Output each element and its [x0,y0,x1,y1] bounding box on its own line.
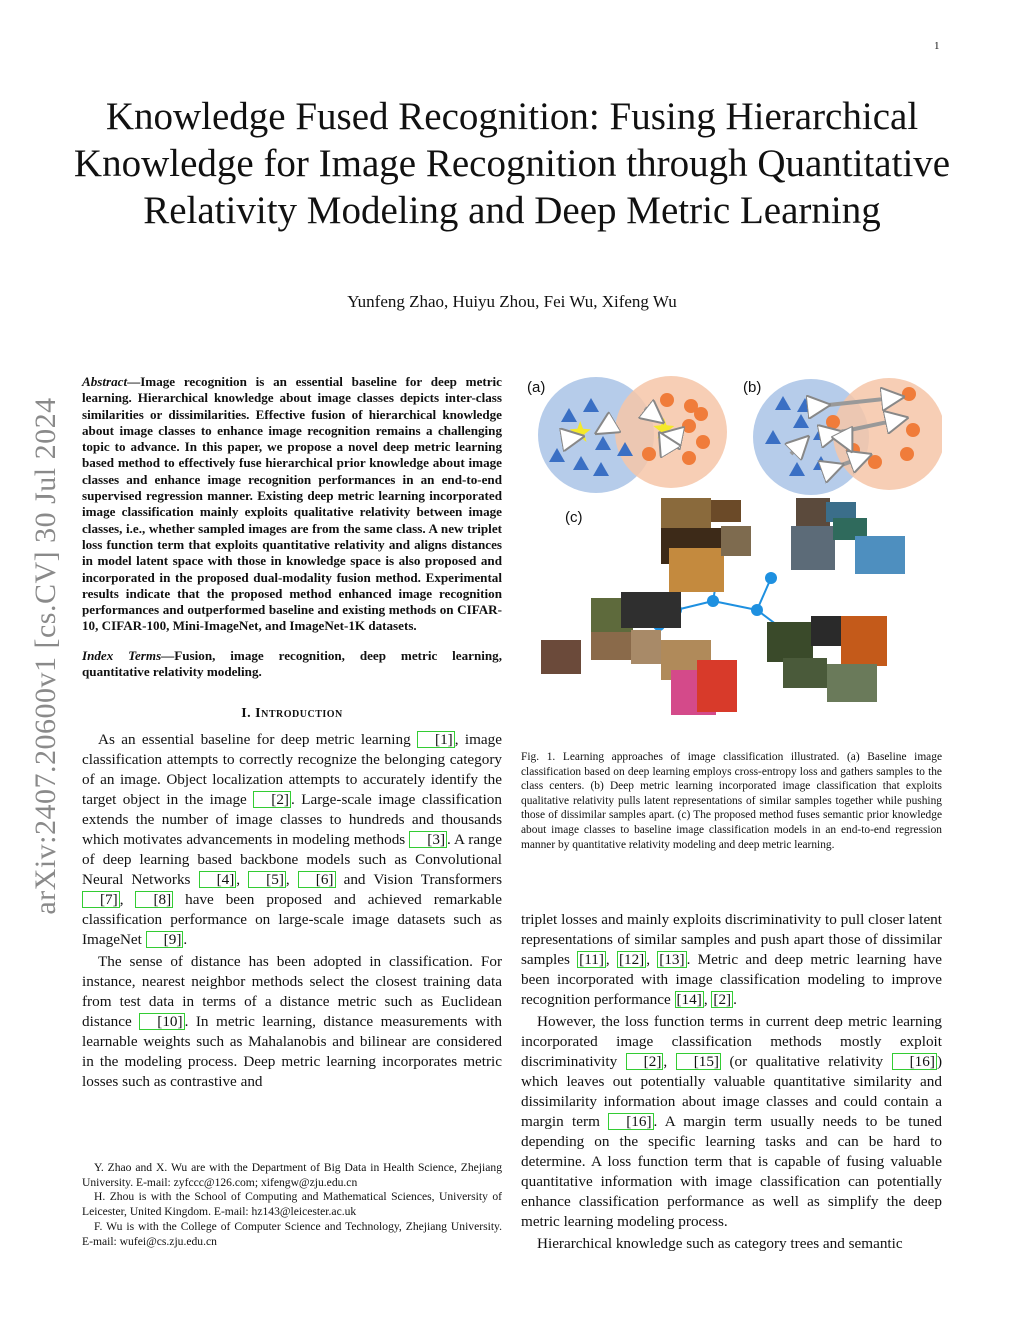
citation-link[interactable]: [14] [676,991,702,1008]
citation-link[interactable]: [8] [135,891,173,908]
panel-b-label: (b) [743,379,762,396]
paper-title: Knowledge Fused Recognition: Fusing Hierarchical Knowledge for Image Recognition through Quantitative Relativity Modeling and Deep Metric Learning [73,95,951,232]
figure-caption-block [521,750,942,852]
citation-link[interactable]: [3] [409,831,447,848]
panel-c-diagram [541,498,905,715]
citation-link[interactable]: [5] [248,871,286,888]
footnote: F. Wu is with the College of Computer Science and Technology, Zhejiang University. E-mail: wufei@cs.zju.edu.cn [82,1219,502,1248]
intro-paragraph-5: Hierarchical knowledge such as category trees and semantic [537,1235,903,1252]
index-terms [82,648,502,681]
section-heading: I. Introduction [241,706,343,722]
panel-a-label: (a) [527,379,546,396]
figure-1 [521,370,942,740]
index-terms-text: —Fusion, image recognition, deep metric learning, quantitative relativity modeling. [82,647,502,680]
citation-link[interactable]: [13] [659,951,685,968]
citation-link[interactable]: [16] [608,1113,653,1130]
arxiv-sidebar [28,366,64,946]
figure-caption: Fig. 1. Learning approaches of image classification illustrated. (a) Baseline image classification based on deep learning employs cross-entropy loss and gathers samples to the class centers. (b) Deep metric learning incorporated image classification that exploits qualitative relativity pulls latent representations of similar samples together while pushing those of dissimilar samples apart. (c) The proposed method fuses semantic prior knowledge about image classes to baseline image classification models in an end-to-end regression manner by quantitative relativity modeling and deep metric learning. [521,751,942,851]
citation-link[interactable]: [11] [579,951,604,968]
citation-link[interactable]: [16] [892,1053,937,1070]
arxiv-identifier[interactable]: arXiv:2407.20600v1 [cs.CV] 30 Jul 2024 [29,397,62,915]
authors: Yunfeng Zhao, Huiyu Zhou, Fei Wu, Xifeng Wu [347,292,677,311]
citation-link[interactable]: [12] [618,951,645,968]
abstract-label: Abstract [82,374,128,389]
citation-link[interactable]: [15] [676,1053,721,1070]
citation-link[interactable]: [1] [417,731,455,748]
panel-b-diagram [753,378,942,495]
footnote: H. Zhou is with the School of Computing and Mathematical Sciences, University of Leicester, United Kingdom. E-mail: hz143@leicester.ac.uk [82,1190,502,1219]
footnotes [82,1161,502,1249]
abstract [82,374,502,635]
intro-paragraph-4: However, the loss function terms in current deep metric learning incorporated image classification methods mostly exploit discriminativity [2] , [15] (or qualitative relativity [16] ) which leaves out potentially valuable quantitative similarity and dissimilarity information about image classes and could contain a margin term [16] . A margin term usually needs to be tuned depending on the specific learning tasks and can be hard to determine. A loss function term that is capable of fusing valuable quantitative information with image classification can potentially enhance classification performance as well as simplify the deep metric learning modeling process. [521,1013,942,1230]
intro-paragraph-1: As an essential baseline for deep metric learning [1] , image classification attempts to correctly recognize the belonging category of an image. Object localization attempts to accurately identify the target object in the image [2] . Large-scale image classification extends the number of image classes to hundreds and thousands which motivates advancements in modeling methods [3] . A range of deep learning based backbone models such as Convolutional Neural Networks [4] , [5] , [6] and Vision Transformers [7] , [8] have been proposed and achieved remarkable classification performance on large-scale image datasets such as ImageNet [9] . [82,731,503,949]
citation-link[interactable]: [4] [199,871,237,888]
panel-c-label: (c) [565,509,583,526]
citation-link[interactable]: [10] [139,1013,184,1030]
footnote: Y. Zhao and X. Wu are with the Department of Big Data in Health Science, Zhejiang University. E-mail: zyfccc@126.com; xifengw@zju.edu.cn [82,1161,502,1189]
index-terms-label: Index Terms [82,647,162,663]
page-number: 1 [934,40,940,52]
figure-1-graphic [521,370,942,740]
citation-link[interactable]: [6] [298,871,336,888]
intro-paragraph-2: The sense of distance has been adopted in classification. For instance, nearest neighbor methods select the closest training data from test data in terms of a distance metric such as Euclidean distance [10] . In metric learning, distance measurements with learnable weights such as Mahalanobis and bilinear are considered in the modeling process. Deep metric learning incorporates metric losses such as contrastive and [82,953,502,1091]
citation-link[interactable]: [9] [146,931,184,948]
citation-link[interactable]: [7] [82,891,120,908]
intro-paragraph-3: triplet losses and mainly exploits discriminativity to pull closer latent representations of similar samples and push apart those of dissimilar samples [11] , [12] , [13] . Metric and deep metric learning have been incorporated with image classification modeling to improve recognition performance [14] , [2] . [521,911,943,1008]
abstract-text: —Image recognition is an essential baseline for deep metric learning. Hierarchical knowledge about image classes depicts inter-class similarities or dissimilarities. Effective fusion of hierarchical knowledge about image classes to enhance image recognition remains a challenging topic to advance. In this paper, we propose a novel deep metric learning based method to effectively fuse hierarchical prior knowledge about image classes and enhance image recognition performances in an end-to-end supervised regression manner. Existing deep metric learning incorporated image classification mainly exploits qualitative relativity between image classes, i.e., whether sampled images are from the same class. A new triplet loss function term that exploits quantitative relativity and aligns distances in model latent space with those in knowledge space is also proposed and incorporated in the proposed dual-modality fusion method. Experimental results indicate that the proposed method enhanced image recognition performances and outperformed baseline and existing methods on CIFAR-10, CIFAR-100, Mini-ImageNet, and ImageNet-1K datasets. [82,374,502,634]
panel-a-diagram [538,376,727,493]
citation-link[interactable]: [2] [626,1053,664,1070]
citation-link[interactable]: [2] [713,991,732,1008]
citation-link[interactable]: [2] [253,791,291,808]
left-column [82,374,502,1092]
right-column [521,910,942,1254]
